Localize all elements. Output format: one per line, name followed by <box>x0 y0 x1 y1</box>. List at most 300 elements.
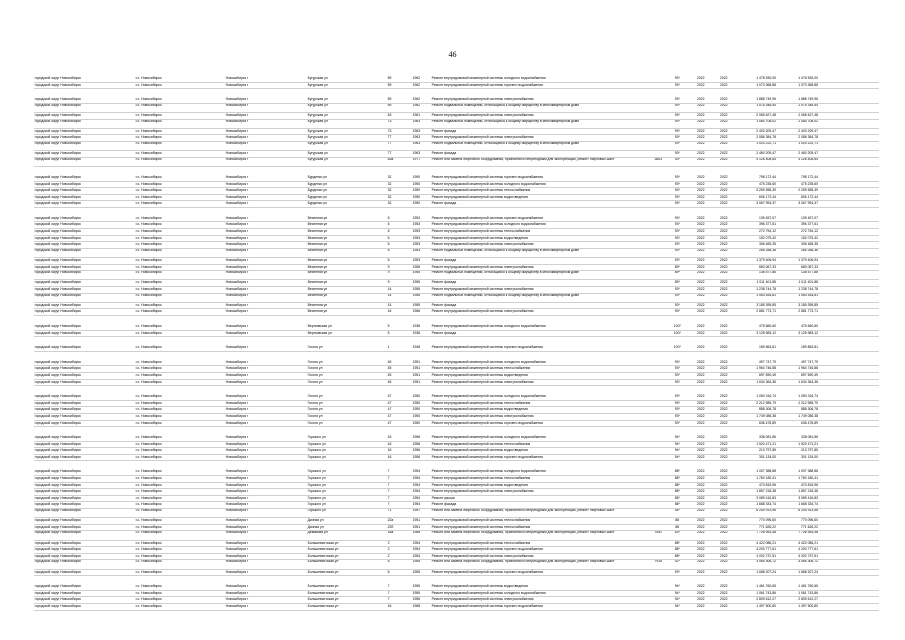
end-year-cell: 2022 <box>720 590 728 595</box>
area-cell <box>643 271 664 279</box>
wear-cell: 93* <box>674 103 680 107</box>
cost-total-cell: 4 200 777,61 <box>798 547 818 552</box>
city-cell: Новосибирск г <box>225 215 249 220</box>
wear-cell: 93* <box>674 229 680 234</box>
cost-cell: 1 688 207,24 <box>756 569 776 574</box>
year-built-cell: 1950 <box>412 400 421 405</box>
house-cell: 7 <box>387 495 390 500</box>
end-year-cell: 2022 <box>720 531 728 535</box>
wear-cell: 44* <box>674 509 680 513</box>
plan-year-cell: 2022 <box>697 540 705 545</box>
plan-year-cell: 2022 <box>697 222 705 227</box>
cost-total-cell: 2 881 773,71 <box>798 309 818 314</box>
cost-total-cell: 771 626,22 <box>801 524 818 529</box>
wear-cell: 93* <box>674 151 680 156</box>
plan-year-cell: 2022 <box>697 476 705 481</box>
cost-total-cell: 606 172,44 <box>801 194 818 199</box>
work-type-cell: Ремонт внутридомовой инженерной системы водоотведения <box>431 194 528 199</box>
cost-total-cell: 1 061 743,86 <box>798 590 818 595</box>
area-cell <box>643 229 664 235</box>
city-cell: Новосибирск г <box>225 553 249 558</box>
year-built-cell: 1966 <box>412 309 421 314</box>
city-cell: Новосибирск г <box>225 181 249 186</box>
locality-cell: г.о. Новосибирск <box>135 280 162 285</box>
street-cell: Горького ул <box>307 454 326 459</box>
year-built-cell: 1953 <box>412 258 421 263</box>
wear-cell: 88* <box>674 547 680 552</box>
street-cell: Гоголя ул <box>307 359 323 364</box>
plan-year-cell: 2022 <box>697 560 705 564</box>
plan-year-cell: 2022 <box>697 151 705 156</box>
house-cell: 9 <box>387 280 390 285</box>
table-row <box>34 142 879 151</box>
area-cell <box>643 175 664 181</box>
locality-cell: г.о. Новосибирск <box>135 394 162 399</box>
locality-cell: г.о. Новосибирск <box>135 448 162 453</box>
plan-year-cell: 2022 <box>697 489 705 494</box>
cost-cell: 1 760 180,41 <box>756 476 776 481</box>
plan-year-cell: 2022 <box>697 323 705 328</box>
owner-cell: городской округ Новосибирск <box>34 590 81 595</box>
table-row <box>34 120 879 129</box>
work-type-cell: Ремонт внутридомовой инженерной системы горячего водоснабжения <box>431 215 543 220</box>
owner-cell: городской округ Новосибирск <box>34 345 81 350</box>
house-cell: 6 <box>387 235 390 240</box>
table-row <box>34 469 879 476</box>
end-year-cell: 2022 <box>720 476 728 481</box>
cost-cell: 1 634 364,36 <box>756 379 776 384</box>
end-year-cell: 2022 <box>720 502 728 507</box>
cost-cell: 2 065 627,48 <box>756 112 776 117</box>
year-built-cell: 1951 <box>412 379 421 384</box>
work-type-cell: Ремонт внутридомовой инженерной системы водоотведения <box>431 584 528 589</box>
end-year-cell: 2022 <box>720 302 728 307</box>
plan-year-cell: 2022 <box>697 420 705 425</box>
owner-cell: городской округ Новосибирск <box>34 242 81 247</box>
city-cell: Новосибирск г <box>225 547 249 552</box>
cost-total-cell: 4 126 408,64 <box>798 157 818 161</box>
table-row <box>34 135 879 142</box>
year-built-cell: 1950 <box>412 413 421 418</box>
area-cell <box>643 435 664 441</box>
cost-cell: 1 238 744,78 <box>756 287 776 291</box>
year-built-cell: 1956 <box>412 435 421 440</box>
owner-cell: городской округ Новосибирск <box>34 287 81 291</box>
street-cell: Весенняя ул <box>307 264 328 269</box>
city-cell: Новосибирск г <box>225 476 249 481</box>
owner-cell: городской округ Новосибирск <box>34 119 81 123</box>
cost-total-cell: 1 749 086,38 <box>798 413 818 418</box>
locality-cell: г.о. Новосибирск <box>135 323 162 328</box>
work-type-cell: Ремонт внутридомовой инженерной системы водоотведения <box>431 372 528 377</box>
plan-year-cell: 2022 <box>697 271 705 275</box>
year-built-cell: 1953 <box>412 215 421 220</box>
street-cell: Бугурская ул <box>307 112 328 117</box>
city-cell: Новосибирск г <box>225 489 249 494</box>
street-cell: Большевистская ул <box>307 584 339 589</box>
cost-total-cell: 152 079,42 <box>801 235 818 240</box>
cost-cell: 6 204 913,96 <box>756 509 776 513</box>
cost-total-cell: 1 520 471,21 <box>798 441 818 446</box>
work-type-cell: Ремонт внутридомовой инженерной системы электроснабжения <box>431 135 534 140</box>
owner-cell: городской округ Новосибирск <box>34 76 81 80</box>
city-cell: Новосибирск г <box>225 495 249 500</box>
year-built-cell: 1954 <box>412 553 421 558</box>
city-cell: Новосибирск г <box>225 174 249 179</box>
wear-cell: 88* <box>674 489 680 494</box>
plan-year-cell: 2022 <box>697 188 705 193</box>
work-type-cell: Ремонт или замена лифтового оборудования, признанного непригодным для эксплуатации, ремонт лифтовых шахт <box>431 531 615 535</box>
house-cell: 83а <box>387 157 394 161</box>
street-cell: Гоголя ул <box>307 366 323 371</box>
street-cell: Большевистская ул <box>307 603 339 608</box>
plan-year-cell: 2022 <box>697 235 705 240</box>
owner-cell: городской округ Новосибирск <box>34 502 81 507</box>
year-built-cell: 1954 <box>412 482 421 487</box>
street-cell: Бугурская ул <box>307 119 328 123</box>
street-cell: Гоголя ул <box>307 379 323 384</box>
owner-cell: городской округ Новосибирск <box>34 271 81 275</box>
cost-cell: 475 660,60 <box>759 323 776 328</box>
cost-total-cell: 2 212 985,79 <box>798 400 818 405</box>
area-cell <box>643 373 664 379</box>
house-cell: 71 <box>387 509 392 513</box>
city-cell: Новосибирск г <box>225 359 249 364</box>
locality-cell: г.о. Новосибирск <box>135 379 162 384</box>
cost-cell: 3 125 983,12 <box>756 330 776 335</box>
cost-total-cell: 1 688 207,24 <box>798 569 818 574</box>
plan-year-cell: 2022 <box>697 448 705 453</box>
year-built-cell: 1950 <box>412 420 421 425</box>
street-cell: Дачная ул <box>307 518 324 523</box>
owner-cell: городской округ Новосибирск <box>34 222 81 227</box>
street-cell: Горького ул <box>307 502 326 507</box>
plan-year-cell: 2022 <box>697 590 705 595</box>
owner-cell: городской округ Новосибирск <box>34 174 81 179</box>
end-year-cell: 2022 <box>720 435 728 440</box>
city-cell: Новосибирск г <box>225 271 249 275</box>
city-cell: Новосибирск г <box>225 119 249 123</box>
year-built-cell: 1954 <box>412 495 421 500</box>
wear-cell: 93* <box>674 258 680 263</box>
city-cell: Новосибирск г <box>225 531 249 535</box>
plan-year-cell: 2022 <box>697 502 705 507</box>
plan-year-cell: 2022 <box>697 76 705 80</box>
cost-cell: 1 007 388,88 <box>756 469 776 474</box>
street-cell: Вертковская ул <box>307 330 332 335</box>
owner-cell: городской округ Новосибирск <box>34 454 81 459</box>
house-cell: 47 <box>387 394 392 399</box>
locality-cell: г.о. Новосибирск <box>135 151 162 156</box>
cost-total-cell: 1 011 401,88 <box>798 280 818 285</box>
work-type-cell: Ремонт внутридомовой инженерной системы электроснабжения <box>431 309 534 314</box>
wear-cell: 93* <box>674 194 680 199</box>
street-cell: Гоголя ул <box>307 413 323 418</box>
year-built-cell: 1938 <box>412 323 421 328</box>
wear-cell: 100* <box>673 323 681 328</box>
locality-cell: г.о. Новосибирск <box>135 553 162 558</box>
work-type-cell: Ремонт внутридомовой инженерной системы холодного водоснабжения <box>431 181 546 186</box>
owner-cell: городской округ Новосибирск <box>34 302 81 307</box>
end-year-cell: 2022 <box>720 119 728 123</box>
city-cell: Новосибирск г <box>225 524 249 529</box>
work-type-cell: Ремонт внутридомовой инженерной системы горячего водоснабжения <box>431 569 543 574</box>
plan-year-cell: 2022 <box>697 309 705 314</box>
cost-total-cell: 888 306,78 <box>801 407 818 412</box>
house-cell: 7 <box>387 482 390 487</box>
locality-cell: г.о. Новосибирск <box>135 531 162 535</box>
end-year-cell: 2022 <box>720 181 728 186</box>
year-built-cell: 1955 <box>412 280 421 285</box>
house-cell: 7 <box>387 476 390 481</box>
year-built-cell: 1953 <box>412 222 421 227</box>
year-built-cell: 1956 <box>412 454 421 459</box>
street-cell: Горького ул <box>307 495 326 500</box>
table-row <box>34 483 879 490</box>
locality-cell: г.о. Новосибирск <box>135 157 162 161</box>
locality-cell: г.о. Новосибирск <box>135 309 162 314</box>
end-year-cell: 2022 <box>720 135 728 140</box>
table-row <box>34 113 879 120</box>
row-spacer <box>34 461 879 469</box>
year-built-cell: 1962 <box>412 97 421 102</box>
locality-cell: г.о. Новосибирск <box>135 509 162 513</box>
owner-cell: городской округ Новосибирск <box>34 435 81 440</box>
city-cell: Новосибирск г <box>225 569 249 574</box>
area-cell <box>643 113 664 119</box>
street-cell: Большевистская ул <box>307 590 339 595</box>
plan-year-cell: 2022 <box>697 509 705 513</box>
house-cell: 7 <box>387 590 390 595</box>
table-row <box>34 158 879 167</box>
city-cell: Новосибирск г <box>225 309 249 314</box>
end-year-cell: 2022 <box>720 489 728 494</box>
house-cell: 45 <box>387 372 392 377</box>
area-cell <box>643 502 664 508</box>
wear-cell: 89* <box>674 280 680 285</box>
area-cell <box>643 525 664 531</box>
year-built-cell: 1956 <box>412 441 421 446</box>
plan-year-cell: 2022 <box>697 119 705 123</box>
cost-cell: 697 690,49 <box>759 372 776 377</box>
year-built-cell: 1951 <box>412 524 421 529</box>
house-cell: 18а <box>387 531 394 535</box>
table-row <box>34 129 879 136</box>
cost-total-cell: 3 185 395,85 <box>798 302 818 307</box>
street-cell: Весенняя ул <box>307 271 328 275</box>
cost-cell: 1 888 749,96 <box>756 97 776 102</box>
work-type-cell: Ремонт крыши <box>431 495 455 500</box>
cost-total-cell: 1 964 746,88 <box>798 366 818 371</box>
year-built-cell: 1954 <box>412 540 421 545</box>
work-type-cell: Ремонт внутридомовой инженерной системы электроснабжения <box>431 112 534 117</box>
cost-cell: 2 881 773,71 <box>756 309 776 314</box>
work-type-cell: Ремонт внутридомовой инженерной системы теплоснабжения <box>431 524 531 529</box>
house-cell: 16 <box>387 603 392 608</box>
cost-total-cell: 265 288,36 <box>801 248 818 252</box>
city-cell: Новосибирск г <box>225 502 249 507</box>
house-cell: 59 <box>387 97 392 102</box>
work-type-cell: Ремонт внутридомовой инженерной системы электроснабжения <box>431 379 534 384</box>
table-row <box>34 496 879 503</box>
cost-total-cell: 1 024 222,71 <box>798 141 818 145</box>
house-cell: 47 <box>387 413 392 418</box>
wear-cell: 88* <box>674 540 680 545</box>
city-cell: Новосибирск г <box>225 407 249 412</box>
cost-total-cell: 1 668 334,74 <box>798 502 818 507</box>
area-cell <box>643 324 664 330</box>
end-year-cell: 2022 <box>720 524 728 529</box>
city-cell: Новосибирск г <box>225 518 249 523</box>
wear-cell: 93* <box>674 287 680 291</box>
cost-cell: 798 172,44 <box>759 174 776 179</box>
cost-cell: 888 306,78 <box>759 407 776 412</box>
house-cell: 77 <box>387 151 392 156</box>
year-built-cell: 1953 <box>412 242 421 247</box>
cost-cell: 2 212 985,79 <box>756 400 776 405</box>
plan-year-cell: 2022 <box>697 553 705 558</box>
house-cell: 5 <box>387 323 390 328</box>
year-built-cell: 1968 <box>412 603 421 608</box>
cost-total-cell: 3 067 994,37 <box>798 201 818 206</box>
work-type-cell: Ремонт внутридомовой инженерной системы теплоснабжения <box>431 229 531 234</box>
cost-total-cell: 1 857 218,38 <box>798 489 818 494</box>
wear-cell: 93* <box>674 242 680 247</box>
cost-cell: 2 086 384,78 <box>756 135 776 140</box>
table-row <box>34 97 879 104</box>
work-type-cell: Ремонт подвальных помещений, относящихся к общему имуществу в многоквартирном доме <box>431 293 580 297</box>
cost-total-cell: 189 863,81 <box>801 345 818 350</box>
house-cell: 32 <box>387 201 392 206</box>
wear-cell: 94* <box>674 603 680 608</box>
work-type-cell: Ремонт подвальных помещений, относящихся к общему имуществу в многоквартирном доме <box>431 271 580 275</box>
house-cell: 2 <box>387 547 390 552</box>
area-cell <box>643 476 664 482</box>
owner-cell: городской округ Новосибирск <box>34 400 81 405</box>
cost-cell: 771 626,22 <box>759 524 776 529</box>
table-row <box>34 442 879 449</box>
city-cell: Новосибирск г <box>225 603 249 608</box>
plan-year-cell: 2022 <box>697 181 705 186</box>
work-type-cell: Ремонт внутридомовой инженерной системы холодного водоснабжения <box>431 222 546 227</box>
house-cell: 6 <box>387 222 390 227</box>
street-cell: Гоголя ул <box>307 345 323 350</box>
plan-year-cell: 2022 <box>697 407 705 412</box>
plan-year-cell: 2022 <box>697 413 705 418</box>
year-built-cell: 1954 <box>412 489 421 494</box>
year-built-cell: 1977 <box>412 157 421 161</box>
table-row <box>34 151 879 158</box>
area-cell <box>643 421 664 427</box>
year-built-cell: 1954 <box>412 547 421 552</box>
city-cell: Новосибирск г <box>225 264 249 269</box>
wear-cell: 93* <box>674 135 680 140</box>
locality-cell: г.о. Новосибирск <box>135 345 162 350</box>
wear-cell: 88* <box>674 482 680 487</box>
street-cell: Весенняя ул <box>307 242 328 247</box>
table-row <box>34 366 879 373</box>
cost-cell: 683 067,33 <box>759 264 776 269</box>
street-cell: Большевистская ул <box>307 569 339 574</box>
locality-cell: г.о. Новосибирск <box>135 128 162 133</box>
locality-cell: г.о. Новосибирск <box>135 454 162 459</box>
owner-cell: городской округ Новосибирск <box>34 469 81 474</box>
area-cell <box>643 570 664 576</box>
plan-year-cell: 2022 <box>697 569 705 574</box>
cost-total-cell: 475 660,60 <box>801 323 818 328</box>
end-year-cell: 2022 <box>720 76 728 80</box>
city-cell: Новосибирск г <box>225 560 249 564</box>
owner-cell: городской округ Новосибирск <box>34 264 81 269</box>
street-cell: Горького ул <box>307 469 326 474</box>
cost-cell: 301 134,00 <box>759 454 776 459</box>
table-row <box>34 421 879 428</box>
table-row <box>34 541 879 548</box>
street-cell: Дачная ул <box>307 524 324 529</box>
work-type-cell: Ремонт внутридомовой инженерной системы горячего водоснабжения <box>431 174 543 179</box>
locality-cell: г.о. Новосибирск <box>135 229 162 234</box>
owner-cell: городской округ Новосибирск <box>34 553 81 558</box>
cost-total-cell: 1 478 530,00 <box>798 76 818 80</box>
locality-cell: г.о. Новосибирск <box>135 603 162 608</box>
locality-cell: г.о. Новосибирск <box>135 201 162 206</box>
street-cell: Бугурская ул <box>307 128 328 133</box>
owner-cell: городской округ Новосибирск <box>34 531 81 535</box>
city-cell: Новосибирск г <box>225 435 249 440</box>
table-row <box>34 271 879 280</box>
street-cell: Гоголя ул <box>307 420 323 425</box>
house-cell: 16 <box>387 309 392 314</box>
wear-cell: 93* <box>674 112 680 117</box>
house-cell: 6 <box>387 242 390 247</box>
plan-year-cell: 2022 <box>697 157 705 161</box>
plan-year-cell: 2022 <box>697 597 705 602</box>
area-cell <box>643 135 664 141</box>
end-year-cell: 2022 <box>720 215 728 220</box>
house-cell: 5 <box>387 330 390 335</box>
area-cell <box>643 401 664 407</box>
plan-year-cell: 2022 <box>697 128 705 133</box>
area-cell <box>643 236 664 242</box>
end-year-cell: 2022 <box>720 229 728 234</box>
plan-year-cell: 2022 <box>697 469 705 474</box>
work-type-cell: Ремонт фасада <box>431 502 457 507</box>
wear-cell: 42* <box>674 560 680 564</box>
work-type-cell: Ремонт или замена лифтового оборудования, признанного непригодным для эксплуатации, ремонт лифтовых шахт <box>431 157 615 161</box>
table-row <box>34 222 879 229</box>
house-cell: 16 <box>387 454 392 459</box>
locality-cell: г.о. Новосибирск <box>135 547 162 552</box>
area-cell <box>643 258 664 264</box>
locality-cell: г.о. Новосибирск <box>135 215 162 220</box>
cost-total-cell: 1 063 534,81 <box>798 293 818 297</box>
locality-cell: г.о. Новосибирск <box>135 235 162 240</box>
year-built-cell: 1955 <box>412 302 421 307</box>
locality-cell: г.о. Новосибирск <box>135 435 162 440</box>
city-cell: Новосибирск г <box>225 400 249 405</box>
table-row <box>34 394 879 401</box>
plan-year-cell: 2022 <box>697 302 705 307</box>
cost-total-cell: 475 235,60 <box>801 181 818 186</box>
cost-total-cell: 7 726 953,48 <box>798 531 818 535</box>
end-year-cell: 2022 <box>720 597 728 602</box>
cost-cell: 4 422 086,21 <box>756 540 776 545</box>
cost-cell: 470 815,96 <box>759 482 776 487</box>
cost-cell: 1 379 406,94 <box>756 258 776 263</box>
house-cell: 6 <box>387 215 390 220</box>
plan-year-cell: 2022 <box>697 97 705 102</box>
area-cell <box>643 195 664 201</box>
